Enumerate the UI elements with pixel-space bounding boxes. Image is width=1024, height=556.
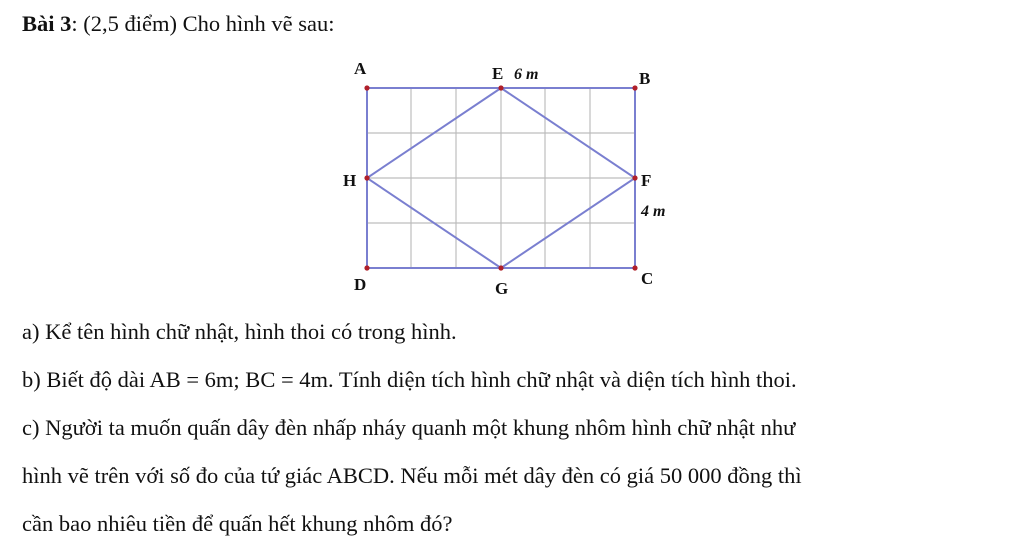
exercise-label: Bài 3 xyxy=(22,11,72,36)
dimension-right: 4 m xyxy=(641,203,666,220)
point-h xyxy=(364,175,369,180)
point-b xyxy=(632,85,637,90)
point-f xyxy=(632,175,637,180)
exercise-title xyxy=(22,11,334,37)
point-d xyxy=(364,265,369,270)
question-c-line-3: cần bao nhiêu tiền để quấn hết khung nhôm đó? xyxy=(22,511,453,536)
label-e: E xyxy=(492,64,504,83)
label-g: G xyxy=(495,279,509,298)
question-b: b) Biết độ dài AB = 6m; BC = 4m. Tính diện tích hình chữ nhật và diện tích hình thoi. xyxy=(22,367,797,392)
label-d: D xyxy=(354,275,367,294)
label-f: F xyxy=(641,171,652,190)
dimension-top: 6 m xyxy=(514,66,539,83)
point-e xyxy=(498,85,503,90)
geometry-figure xyxy=(330,52,690,302)
question-c-line-1: c) Người ta muốn quấn dây đèn nhấp nháy quanh một khung nhôm hình chữ nhật như xyxy=(22,415,796,440)
grid-lines xyxy=(367,88,635,268)
label-b: B xyxy=(639,69,651,88)
point-a xyxy=(364,85,369,90)
question-c-line-2: hình vẽ trên với số đo của tứ giác ABCD. Nếu mỗi mét dây đèn có giá 50 000 đồng thì xyxy=(22,463,802,488)
exercise-instruction: : (2,5 điểm) Cho hình vẽ sau: xyxy=(71,11,335,36)
point-c xyxy=(632,265,637,270)
point-g xyxy=(498,265,503,270)
label-c: C xyxy=(641,269,654,288)
question-a: a) Kể tên hình chữ nhật, hình thoi có trong hình. xyxy=(22,319,457,344)
label-h: H xyxy=(343,171,357,190)
label-a: A xyxy=(354,59,367,78)
